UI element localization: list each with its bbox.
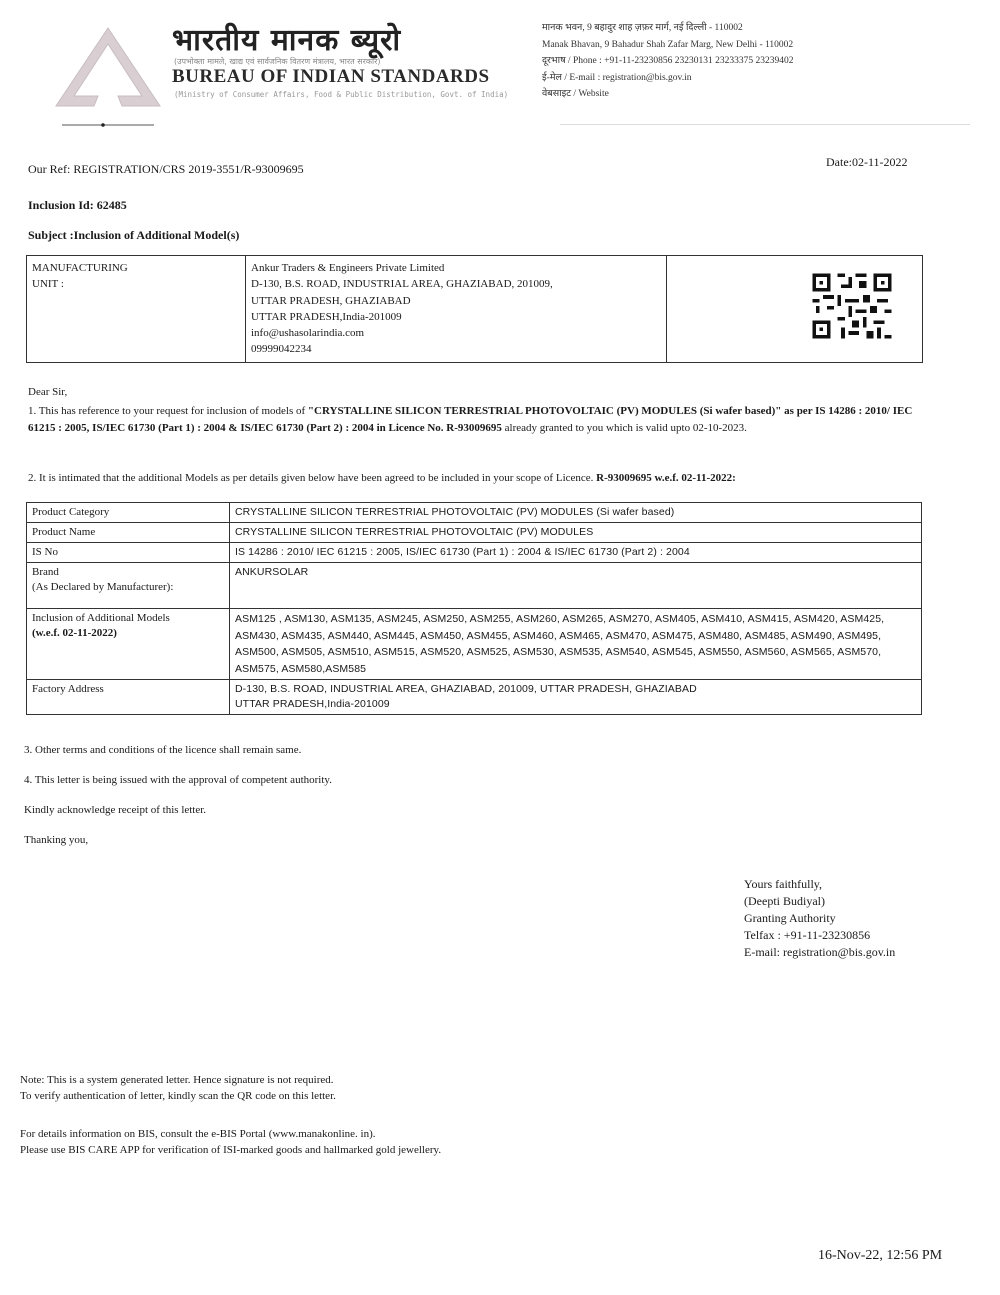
paragraph-1-bold: "CRYSTALLINE SILICON TERRESTRIAL PHOTOVOLTAIC (PV) MODULES (Si wafer based)" as per IS 14286 : 2010/ IEC 61215 : 2005, IS/IEC 61730 (Part 1) : 2004 & IS/IEC 61730 (Part 2) : 2004 in Licence No. R-93009695 [28, 405, 913, 434]
row-label: IS No [27, 543, 230, 563]
bis-english-name: BUREAU OF INDIAN STANDARDS [172, 66, 490, 87]
row-value [230, 680, 922, 715]
manufacturing-unit-label [27, 256, 246, 363]
paragraph-1 [28, 403, 928, 437]
bis-hindi-subtitle: (उपभोक्ता मामले, खाद्य एवं सार्वजनिक वितरण मंत्रालय, भारत सरकार) [174, 57, 381, 66]
salutation: Dear Sir, [28, 386, 68, 398]
row-label: Product Name [27, 523, 230, 543]
model-details-table [26, 502, 922, 715]
company-email: info@ushasolarindia.com [251, 327, 365, 340]
qr-cell [667, 256, 923, 363]
letter-date: Date:02-11-2022 [826, 155, 908, 169]
signatory-telfax: Telfax : +91-11-23230856 [744, 928, 871, 942]
label-line: Brand [32, 566, 59, 578]
manufacturing-unit-details [246, 256, 667, 363]
paragraph-2-text: 2. It is intimated that the additional Models as per details given below have been agreed to be included in your scope of Licence. [28, 472, 597, 484]
note-line: Note: This is a system generated letter. Hence signature is not required. [20, 1074, 334, 1086]
print-timestamp: 16-Nov-22, 12:56 PM [818, 1248, 943, 1263]
table-row [27, 609, 922, 680]
address-line-hindi: मानक भवन, 9 बहादुर शाह ज़फ़र मार्ग, नई दिल्ली - 110002 [542, 23, 743, 33]
table-row [27, 543, 922, 563]
row-value: ASM125 , ASM130, ASM135, ASM245, ASM250, ASM255, ASM260, ASM265, ASM270, ASM405, ASM410, ASM415, ASM420, ASM425, ASM430, ASM435, ASM440, ASM445, ASM450, ASM455, ASM460, ASM465, ASM470, ASM475, ASM480, ASM485, ASM490, ASM495, ASM500, ASM505, ASM510, ASM515, ASM520, ASM525, ASM530, ASM535, ASM540, ASM545, ASM550, ASM560, ASM565, ASM570, ASM575, ASM580,ASM585 [230, 609, 922, 680]
company-address-2: UTTAR PRADESH, GHAZIABAD [251, 294, 411, 307]
paragraph-4: 4. This letter is being issued with the approval of competent authority. [24, 774, 332, 786]
address-phone: दूरभाष / Phone : +91-11-23230856 23230131 23233375 23239402 [542, 56, 794, 66]
manufacturing-unit-table [26, 255, 923, 363]
row-label: Product Category [27, 503, 230, 523]
bis-english-subtitle: (Ministry of Consumer Affairs, Food & Public Distribution, Govt. of India) [174, 90, 509, 99]
label-line: Inclusion of Additional Models [32, 612, 170, 624]
signatory-email: E-mail: registration@bis.gov.in [744, 945, 896, 959]
system-note [20, 1072, 336, 1104]
header-divider [560, 124, 970, 125]
note-line: To verify authentication of letter, kindly scan the QR code on this letter. [20, 1090, 336, 1102]
paragraph-2 [28, 470, 928, 487]
row-label: Factory Address [27, 680, 230, 715]
table-row [27, 680, 922, 715]
address-line-english: Manak Bhavan, 9 Bahadur Shah Zafar Marg, New Delhi - 110002 [542, 39, 794, 50]
signatory-title: Granting Authority [744, 911, 836, 925]
our-reference: Our Ref: REGISTRATION/CRS 2019-3551/R-93009695 [28, 162, 304, 176]
label-line: (As Declared by Manufacturer): [32, 581, 174, 593]
label-line: (w.e.f. 02-11-2022) [32, 627, 117, 639]
value-line: D-130, B.S. ROAD, INDUSTRIAL AREA, GHAZIABAD, 201009, UTTAR PRADESH, GHAZIABAD [235, 683, 697, 695]
value-line: UTTAR PRADESH,India-201009 [235, 698, 390, 710]
company-address-1: D-130, B.S. ROAD, INDUSTRIAL AREA, GHAZIABAD, 201009, [251, 278, 553, 291]
label-line: MANUFACTURING [32, 262, 128, 274]
signature-block [744, 876, 895, 961]
company-name: Ankur Traders & Engineers Private Limited [251, 262, 445, 274]
label-line: UNIT : [32, 278, 64, 291]
paragraph-1-text: 1. This has reference to your request for inclusion of models of [28, 405, 308, 417]
address-email: ई-मेल / E-mail : registration@bis.gov.in [542, 72, 692, 83]
address-website: वेबसाइट / Website [542, 89, 609, 99]
acknowledge-line: Kindly acknowledge receipt of this letter. [24, 804, 207, 816]
company-address-3: UTTAR PRADESH,India-201009 [251, 310, 402, 323]
company-phone: 09999042234 [251, 343, 312, 356]
thanking-line: Thanking you, [24, 834, 89, 846]
row-label [27, 563, 230, 609]
paragraph-2-bold: R-93009695 w.e.f. 02-11-2022: [596, 472, 736, 484]
subject-line: Subject :Inclusion of Additional Model(s) [28, 228, 240, 242]
note-line: Please use BIS CARE APP for verification of ISI-marked goods and hallmarked gold jewellery. [20, 1144, 442, 1156]
row-value: IS 14286 : 2010/ IEC 61215 : 2005, IS/IEC 61730 (Part 1) : 2004 & IS/IEC 61730 (Part 2) : 2004 [230, 543, 922, 563]
table-row [27, 503, 922, 523]
info-note [20, 1126, 441, 1158]
row-label [27, 609, 230, 680]
row-value: CRYSTALLINE SILICON TERRESTRIAL PHOTOVOLTAIC (PV) MODULES (Si wafer based) [230, 503, 922, 523]
signatory-name: (Deepti Budiyal) [744, 894, 825, 908]
bis-hindi-name: भारतीय मानक ब्यूरो [172, 23, 402, 58]
paragraph-1-suffix: already granted to you which is valid upto 02-10-2023. [501, 422, 747, 434]
letterhead-address [542, 20, 794, 103]
inclusion-id: Inclusion Id: 62485 [28, 198, 127, 212]
bis-logo-icon [48, 22, 168, 132]
signoff: Yours faithfully, [744, 877, 823, 891]
row-value: CRYSTALLINE SILICON TERRESTRIAL PHOTOVOLTAIC (PV) MODULES [230, 523, 922, 543]
note-line: For details information on BIS, consult the e-BIS Portal (www.manakonline. in). [20, 1128, 376, 1140]
paragraph-3: 3. Other terms and conditions of the licence shall remain same. [24, 744, 302, 756]
table-row [27, 523, 922, 543]
row-value: ANKURSOLAR [230, 563, 922, 609]
qr-code-icon[interactable] [808, 270, 896, 342]
table-row [27, 563, 922, 609]
